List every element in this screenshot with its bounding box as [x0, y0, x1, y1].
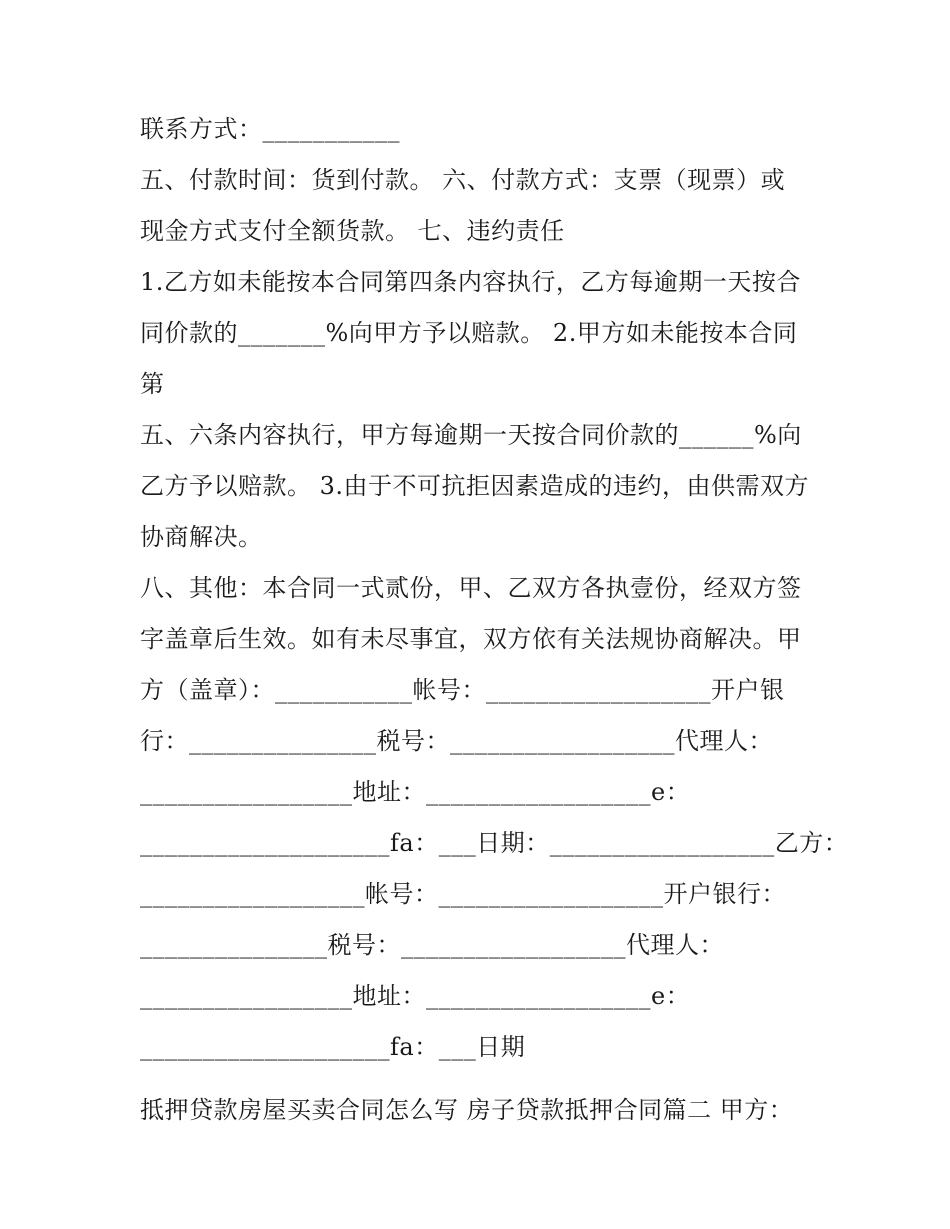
text-line: _________________地址：__________________e： [140, 982, 691, 1010]
text-line: ____________________fa：___日期：__________________乙方： [140, 829, 849, 857]
text-line: 1.乙方如未能按本合同第四条内容执行，乙方每逾期一天按合 [140, 268, 801, 296]
text-line: 五、付款时间：货到付款。 六、付款方式：支票（现票）或 [140, 166, 786, 194]
text-line: 方（盖章）：___________帐号：__________________开户银 [140, 676, 785, 704]
text-line: _______________税号：__________________代理人： [140, 931, 724, 959]
text-line: 五、六条内容执行，甲方每逾期一天按合同价款的______%向 [140, 421, 802, 449]
text-line: 协商解决。 [140, 523, 263, 551]
text-line: _________________地址：__________________e： [140, 778, 691, 806]
text-line: 八、其他：本合同一式贰份，甲、乙双方各执壹份，经双方签 [140, 574, 802, 602]
section-heading-line: 抵押贷款房屋买卖合同怎么写 房子贷款抵押合同篇二 甲方： [140, 1096, 794, 1124]
text-line: 现金方式支付全额货款。 七、违约责任 [140, 217, 565, 245]
text-line: __________________帐号：__________________开户银行： [140, 880, 786, 908]
text-line: 字盖章后生效。如有未尽事宜，双方依有关法规协商解决。甲 [140, 625, 802, 653]
text-line: 行：_______________税号：__________________代理人： [140, 727, 773, 755]
text-line: 乙方予以赔款。 3.由于不可抗拒因素造成的违约，由供需双方 [140, 472, 810, 500]
text-line: 同价款的_______%向甲方予以赔款。 2.甲方如未能按本合同 [140, 319, 798, 347]
text-line: 联系方式：___________ [140, 115, 400, 143]
text-line: 第 [140, 370, 165, 398]
document-body [140, 104, 849, 1136]
text-line: ____________________fa：___日期 [140, 1033, 526, 1061]
